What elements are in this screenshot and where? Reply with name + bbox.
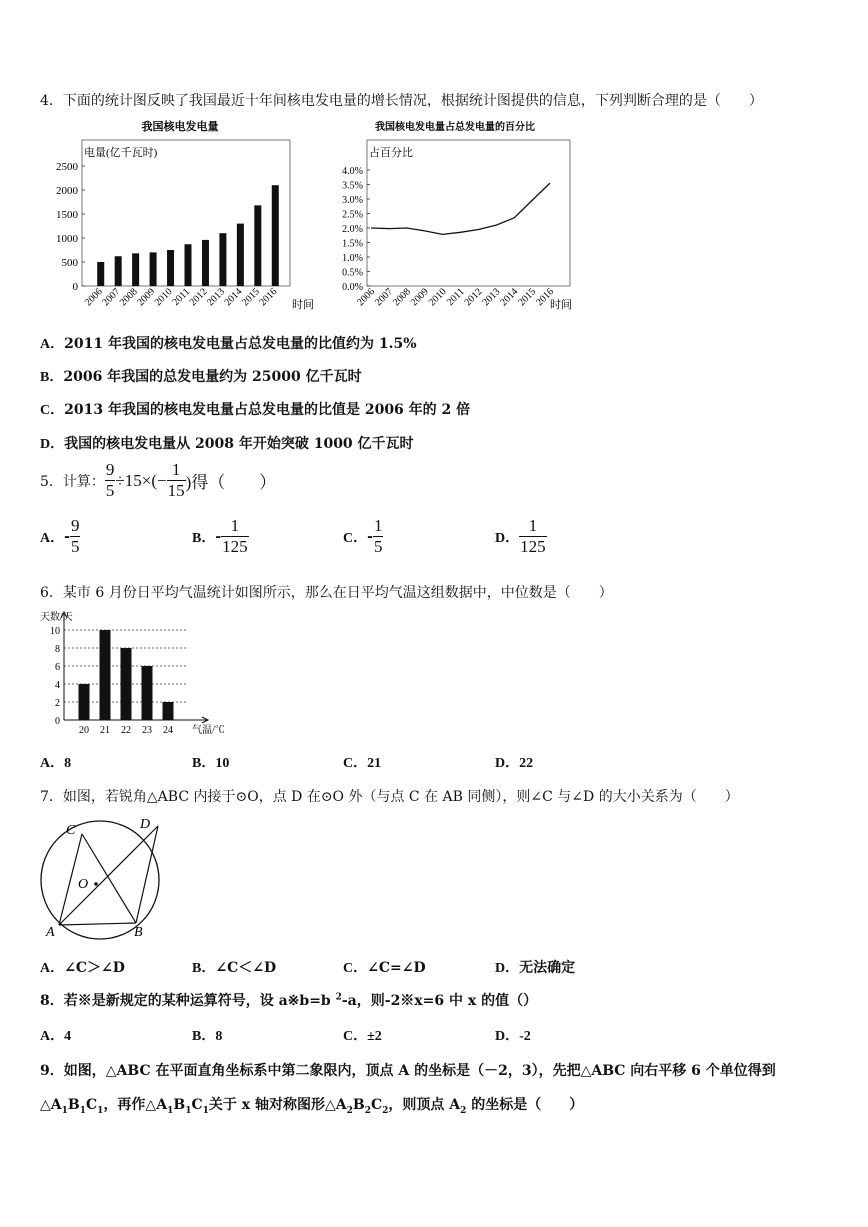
y-tick-label: 8: [55, 644, 60, 655]
q6-option-b: B．10: [192, 756, 230, 771]
q8-option-b: B．8: [192, 1029, 223, 1044]
x-tick-label: 2007: [373, 286, 396, 309]
x-tick-label: 2006: [355, 286, 378, 309]
x-axis-label: 时间: [550, 299, 572, 311]
circle-o: [41, 821, 159, 939]
x-tick-label: 21: [100, 725, 110, 736]
x-tick-label: 2009: [135, 286, 158, 309]
x-tick-label: 23: [142, 725, 152, 736]
y-tick-label: 2500: [56, 161, 78, 173]
y-tick-label: 2.0%: [342, 224, 363, 235]
series-line: [371, 183, 550, 234]
y-tick-label: 2.5%: [342, 209, 363, 221]
chart-title: 我国核电发电量占总发电量的百分比: [375, 122, 535, 133]
y-tick-label: 0: [72, 281, 78, 293]
q4-option-b: B．2006 年我国的总发电量约为 25000 亿千瓦时: [40, 369, 362, 385]
bar: [132, 253, 139, 286]
q8-option-a: A．4: [40, 1029, 72, 1044]
segment-db: [136, 826, 158, 923]
q5-stem: 5．计算： $\frac{9}{5}$ ÷15×(− $\frac{1}{15}$ )得（ ）: [40, 460, 277, 500]
segment-ab: [59, 923, 136, 925]
segment-cb: [82, 834, 136, 923]
x-tick-label: 2006: [82, 286, 105, 309]
x-tick-label: 2014: [498, 286, 521, 309]
bar: [163, 702, 174, 720]
bar: [202, 240, 209, 286]
x-tick-label: 2015: [240, 286, 262, 309]
y-tick-label: 1000: [56, 233, 78, 245]
bar: [142, 666, 153, 720]
x-tick-label: 22: [121, 725, 131, 736]
label-b: B: [134, 925, 143, 940]
x-tick-label: 2013: [480, 286, 503, 309]
q6-stem: 6．某市 6 月份日平均气温统计如图所示，那么在日平均气温这组数据中，中位数是（ ）: [40, 585, 613, 601]
segment-ad: [59, 826, 158, 925]
q4-option-d: D．我国的核电发电量从 2008 年开始突破 1000 亿千瓦时: [40, 436, 414, 452]
y-axis-label: 占百分比: [369, 147, 413, 159]
x-tick-label: 2009: [408, 286, 431, 309]
y-tick-label: 2000: [56, 185, 78, 197]
q4-option-a: A．2011 年我国的核电发电量占总发电量的比值约为 1.5%: [40, 336, 417, 352]
y-tick-label: 3.5%: [342, 180, 363, 192]
bar: [272, 185, 279, 286]
y-tick-label: 2: [55, 698, 60, 709]
bar: [150, 252, 157, 286]
bar: [115, 256, 122, 286]
x-tick-label: 20: [79, 725, 89, 736]
q5-option-d: D． $\frac{1}{125}$: [495, 516, 546, 556]
q7-option-a: A．∠C＞∠D: [40, 960, 125, 976]
q5-fraction-1: $\frac{9}{5}$: [105, 460, 115, 500]
x-tick-label: 2012: [187, 286, 210, 309]
q4-bar-chart: [40, 118, 314, 318]
bar: [167, 250, 174, 286]
q7-option-d: D．无法确定: [495, 960, 576, 976]
x-tick-label: 2015: [516, 286, 539, 309]
bar: [254, 205, 261, 286]
q9-line-1: 9．如图，△ABC 在平面直角坐标系中第二象限内，顶点 A 的坐标是（－2，3），先把△ABC 向右平移 6 个单位得到: [40, 1063, 776, 1079]
q7-circle-figure: [36, 812, 166, 942]
bar: [185, 244, 192, 286]
q8-option-d: D．-2: [495, 1029, 531, 1044]
x-axis-label: 气温/℃: [192, 725, 225, 736]
q6-option-d: D．22: [495, 756, 534, 771]
y-tick-label: 3.0%: [342, 195, 363, 206]
q9-line-2: $\triangle A_1B_1C_1$，再作$\triangle A_1B_1C_1$关于 x 轴对称图形$\triangle A_2B_2C_2$，则顶点 $A_2$ 的坐标是（ ）: [40, 1097, 584, 1116]
x-tick-label: 2013: [205, 286, 228, 309]
q7-option-b: B．∠C＜∠D: [192, 960, 277, 976]
bar: [100, 630, 111, 720]
y-tick-label: 4: [55, 680, 60, 691]
y-axis-label: 天数/天: [40, 612, 73, 623]
y-tick-label: 4.0%: [342, 166, 363, 177]
x-tick-label: 2011: [170, 286, 193, 309]
x-tick-label: 2008: [117, 286, 140, 309]
y-tick-label: 0: [55, 716, 60, 727]
q6-option-a: A．8: [40, 756, 72, 771]
x-tick-label: 2016: [534, 286, 557, 309]
q5-option-c: C． - $\frac{1}{5}$: [343, 516, 383, 556]
x-tick-label: 2010: [426, 286, 449, 309]
q5-fraction-2: $\frac{1}{15}$: [167, 460, 185, 500]
q4-line-chart: [325, 118, 575, 318]
y-tick-label: 500: [61, 257, 78, 269]
x-tick-label: 2008: [391, 286, 413, 309]
bar: [79, 684, 90, 720]
x-tick-label: 2014: [222, 286, 245, 309]
q5-option-a: A． - $\frac{9}{5}$: [40, 516, 80, 556]
x-tick-label: 24: [163, 725, 173, 736]
label-c: C: [66, 823, 76, 838]
q7-option-c: C．∠C=∠D: [343, 960, 426, 976]
bar: [237, 224, 244, 286]
q8-stem: 8．若※是新规定的某种运算符号，设 a※b=b $^2$-a，则-2※x=6 中 x 的值（）: [40, 992, 538, 1009]
q6-bar-chart: [38, 608, 228, 738]
x-tick-label: 2011: [444, 286, 467, 309]
plot-frame: [367, 140, 570, 286]
y-tick-label: 1500: [56, 209, 78, 221]
q4-stem: 4．下面的统计图反映了我国最近十年间核电发电量的增长情况，根据统计图提供的信息，下列判断合理的是（ ）: [40, 93, 763, 109]
q5-option-b: B． - $\frac{1}{125}$: [192, 516, 248, 556]
y-axis-label: 电量(亿千瓦时): [84, 147, 158, 159]
y-tick-label: 0.0%: [342, 282, 363, 293]
x-axis-label: 时间: [292, 299, 314, 311]
label-d: D: [140, 817, 151, 832]
x-tick-label: 2010: [152, 286, 175, 309]
label-a: A: [46, 925, 55, 940]
q7-stem: 7．如图，若锐角△ABC 内接于⊙O，点 D 在⊙O 外（与点 C 在 AB 同侧），则∠C 与∠D 的大小关系为（ ）: [40, 789, 739, 805]
x-tick-label: 2016: [257, 286, 280, 309]
x-tick-label: 2012: [462, 286, 485, 309]
q6-option-c: C．21: [343, 756, 382, 771]
x-tick-label: 2007: [100, 286, 123, 309]
y-tick-label: 10: [50, 626, 60, 637]
q8-option-c: C．±2: [343, 1029, 382, 1044]
y-tick-label: 1.5%: [342, 238, 363, 250]
bar: [121, 648, 132, 720]
q4-option-c: C．2013 年我国的核电发电量占总发电量的比值是 2006 年的 2 倍: [40, 402, 471, 418]
bar: [97, 262, 104, 286]
bar: [219, 233, 226, 286]
y-tick-label: 6: [55, 662, 60, 673]
label-o: O: [78, 877, 89, 892]
y-tick-label: 1.0%: [342, 253, 363, 264]
chart-title: 我国核电发电量: [141, 121, 219, 133]
y-tick-label: 0.5%: [342, 267, 363, 279]
center-dot: [94, 882, 98, 886]
